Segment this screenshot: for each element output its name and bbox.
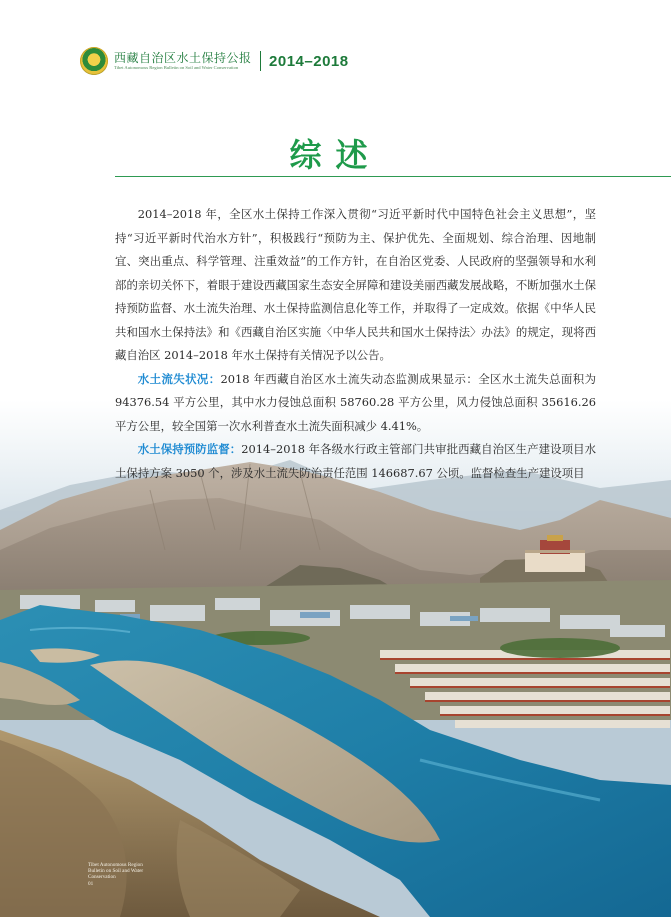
supervision-paragraph (115, 438, 596, 485)
erosion-heading: 水土流失状况： (137, 371, 221, 386)
page-header (80, 44, 349, 78)
bulletin-title (114, 51, 252, 71)
year-range: 2014–2018 (269, 52, 349, 70)
section-title: 综述 (289, 136, 382, 174)
title-rule (115, 176, 671, 177)
intro-paragraph: 2014–2018 年，全区水土保持工作深入贯彻“习近平新时代中国特色社会主义思想”，坚持“习近平新时代治水方针”，积极践行“预防为主、保护优先、全面规划、综合治理、因地制宜、突出重点、科学管理、注重效益”的工作方针，在自治区党委、人民政府的坚强领导和水利部的亲切关怀下，着眼于建设西藏国家生态安全屏障和建设美丽西藏发展战略，不断加强水土保持预防监督、水土流失治理、水土保持监测信息化等工作，并取得了一定成效。依据《中华人民共和国水土保持法》和《西藏自治区实施〈中华人民共和国水土保持法〉办法》的规定，现将西藏自治区 2014–2018 年水土保持有关情况予以公告。 (115, 207, 596, 362)
photo-caption (88, 862, 158, 887)
emblem-icon (80, 47, 108, 75)
supervision-heading: 水土保持预防监督： (137, 442, 242, 456)
caption-text: Tibet Autonomous Region Bulletin on Soil and Water Conservation (88, 862, 144, 881)
erosion-paragraph (115, 368, 596, 439)
header-divider (260, 51, 262, 71)
supervision-text: 2014–2018 年各级水行政主管部门共审批西藏自治区生产建设项目水土保持方案 3050 个，涉及水土流失防治责任范围 146687.67 公顷。监督检查生产建设项目 (115, 442, 596, 480)
erosion-text: 2018 年西藏自治区水土流失动态监测成果显示：全区水土流失总面积为 94376.54 平方公里，其中水力侵蚀总面积 58760.28 平方公里，风力侵蚀总面积 35616.26 平方公里，较全国第一次水利普查水土流失面积减少 4.41%。 (115, 371, 596, 433)
body-text (115, 203, 596, 485)
bulletin-title-cn: 西藏自治区水土保持公报 (114, 51, 252, 65)
bulletin-title-en: Tibet Autonomous Region Bulletin on Soil and Water Conservation (114, 65, 239, 70)
page-number: 01 (88, 880, 94, 887)
